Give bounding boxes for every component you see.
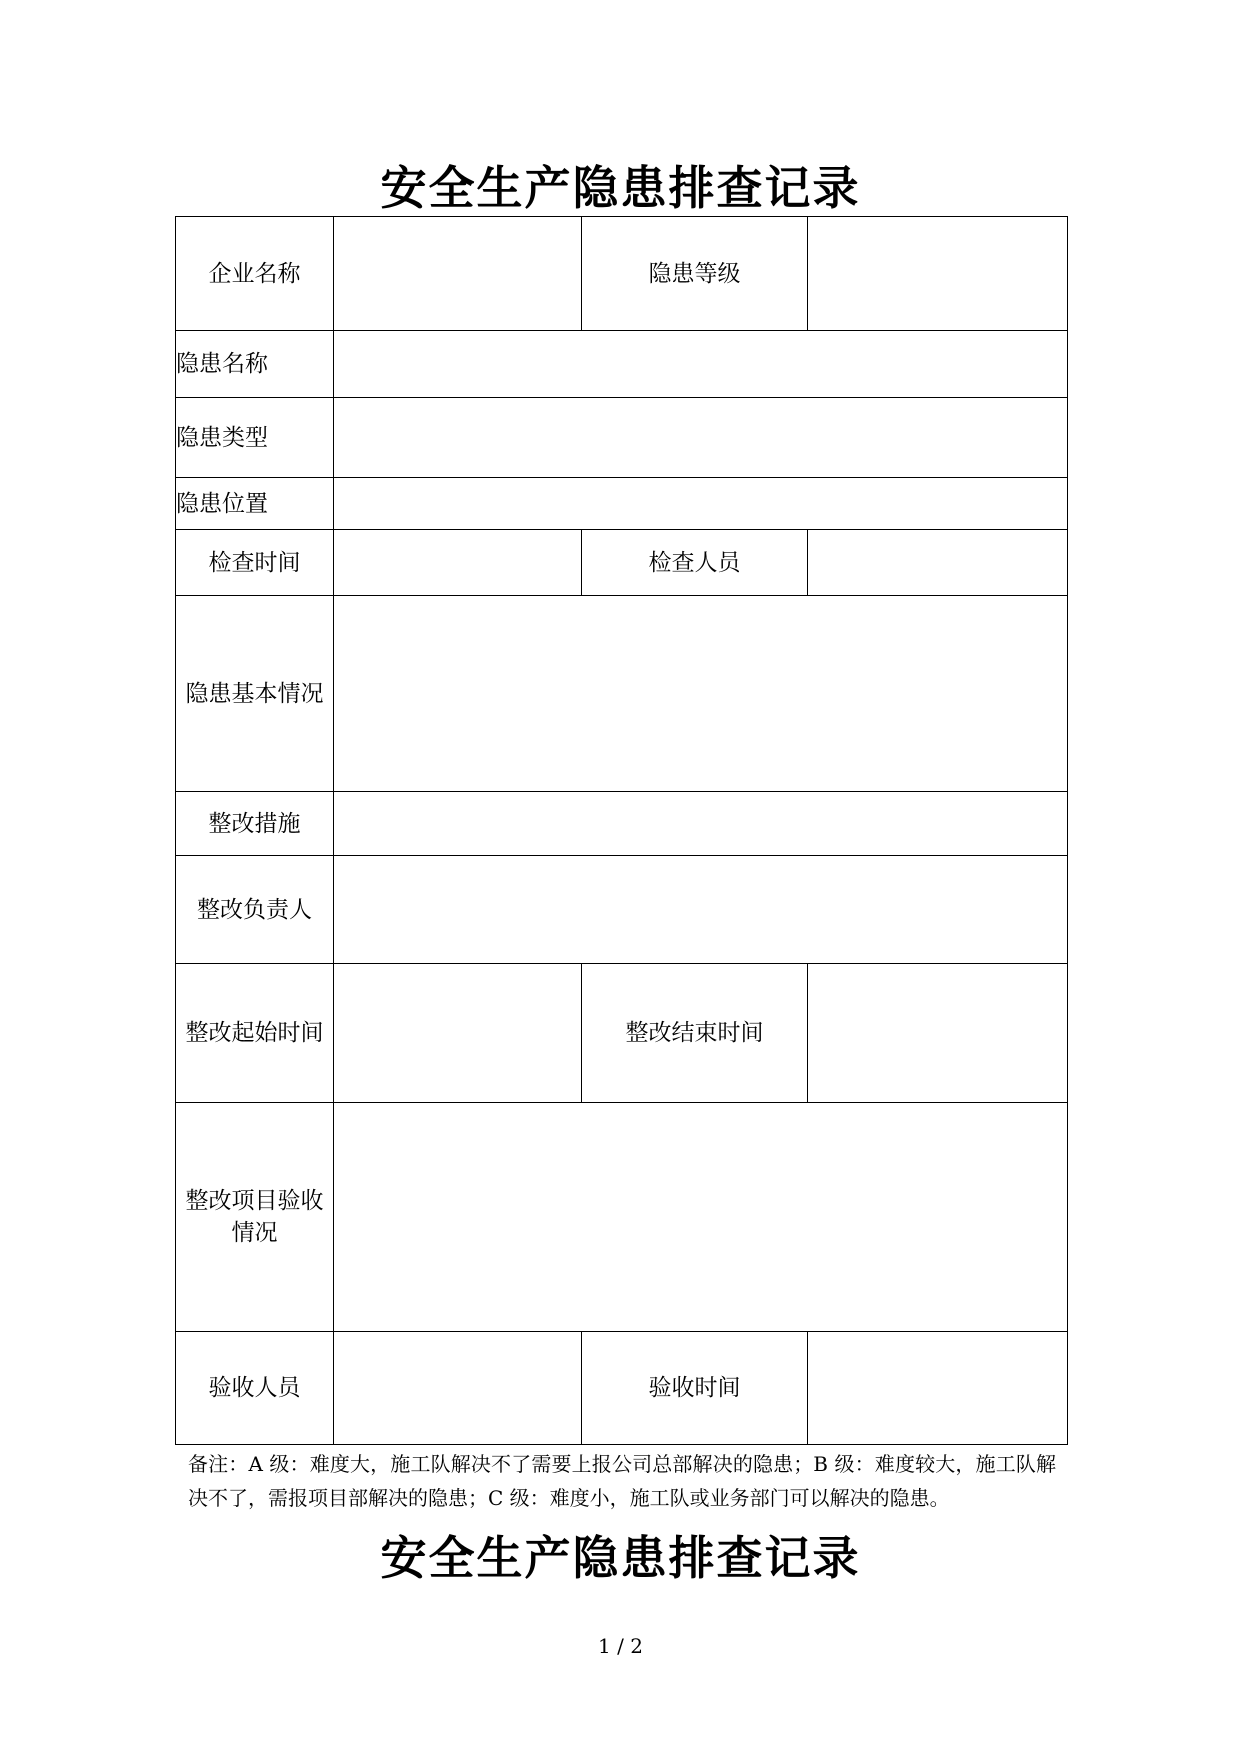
hazard-level-label: 隐患等级 [582, 217, 808, 331]
inspector-label: 检查人员 [582, 530, 808, 596]
acceptance-status-field[interactable] [334, 1103, 1068, 1332]
hazard-situation-field[interactable] [334, 596, 1068, 792]
acceptance-status-label: 整改项目验收情况 [176, 1103, 334, 1332]
inspector-field[interactable] [808, 530, 1068, 596]
hazard-level-field[interactable] [808, 217, 1068, 331]
page-number: 1 / 2 [598, 1634, 643, 1658]
hazard-name-field[interactable] [334, 331, 1068, 398]
rectification-owner-field[interactable] [334, 856, 1068, 964]
rectification-measures-label: 整改措施 [176, 792, 334, 856]
acceptance-time-field[interactable] [808, 1332, 1068, 1445]
acceptor-field[interactable] [334, 1332, 582, 1445]
document-title-repeat: 安全生产隐患排查记录 [380, 1531, 861, 1585]
hazard-type-field[interactable] [334, 398, 1068, 478]
hazard-situation-label: 隐患基本情况 [176, 596, 334, 792]
note-text: 备注：A 级：难度大，施工队解决不了需要上报公司总部解决的隐患；B 级：难度较大，施工队解决不了，需报项目部解决的隐患；C 级：难度小，施工队或业务部门可以解决的隐患。 [188, 1452, 1056, 1510]
acceptor-label: 验收人员 [176, 1332, 334, 1445]
inspection-time-field[interactable] [334, 530, 582, 596]
rectification-end-label: 整改结束时间 [582, 964, 808, 1103]
hazard-location-field[interactable] [334, 478, 1068, 530]
company-name-field[interactable] [334, 217, 582, 331]
hazard-name-label: 隐患名称 [176, 331, 334, 398]
rectification-measures-field[interactable] [334, 792, 1068, 856]
hazard-type-label: 隐患类型 [176, 398, 334, 478]
acceptance-time-label: 验收时间 [582, 1332, 808, 1445]
rectification-start-field[interactable] [334, 964, 582, 1103]
company-name-label: 企业名称 [176, 217, 334, 331]
hazard-record-form [175, 216, 1068, 1445]
rectification-start-label: 整改起始时间 [176, 964, 334, 1103]
hazard-location-label: 隐患位置 [176, 478, 334, 530]
rectification-owner-label: 整改负责人 [176, 856, 334, 964]
rectification-end-field[interactable] [808, 964, 1068, 1103]
inspection-time-label: 检查时间 [176, 530, 334, 596]
document-title: 安全生产隐患排查记录 [380, 161, 861, 215]
